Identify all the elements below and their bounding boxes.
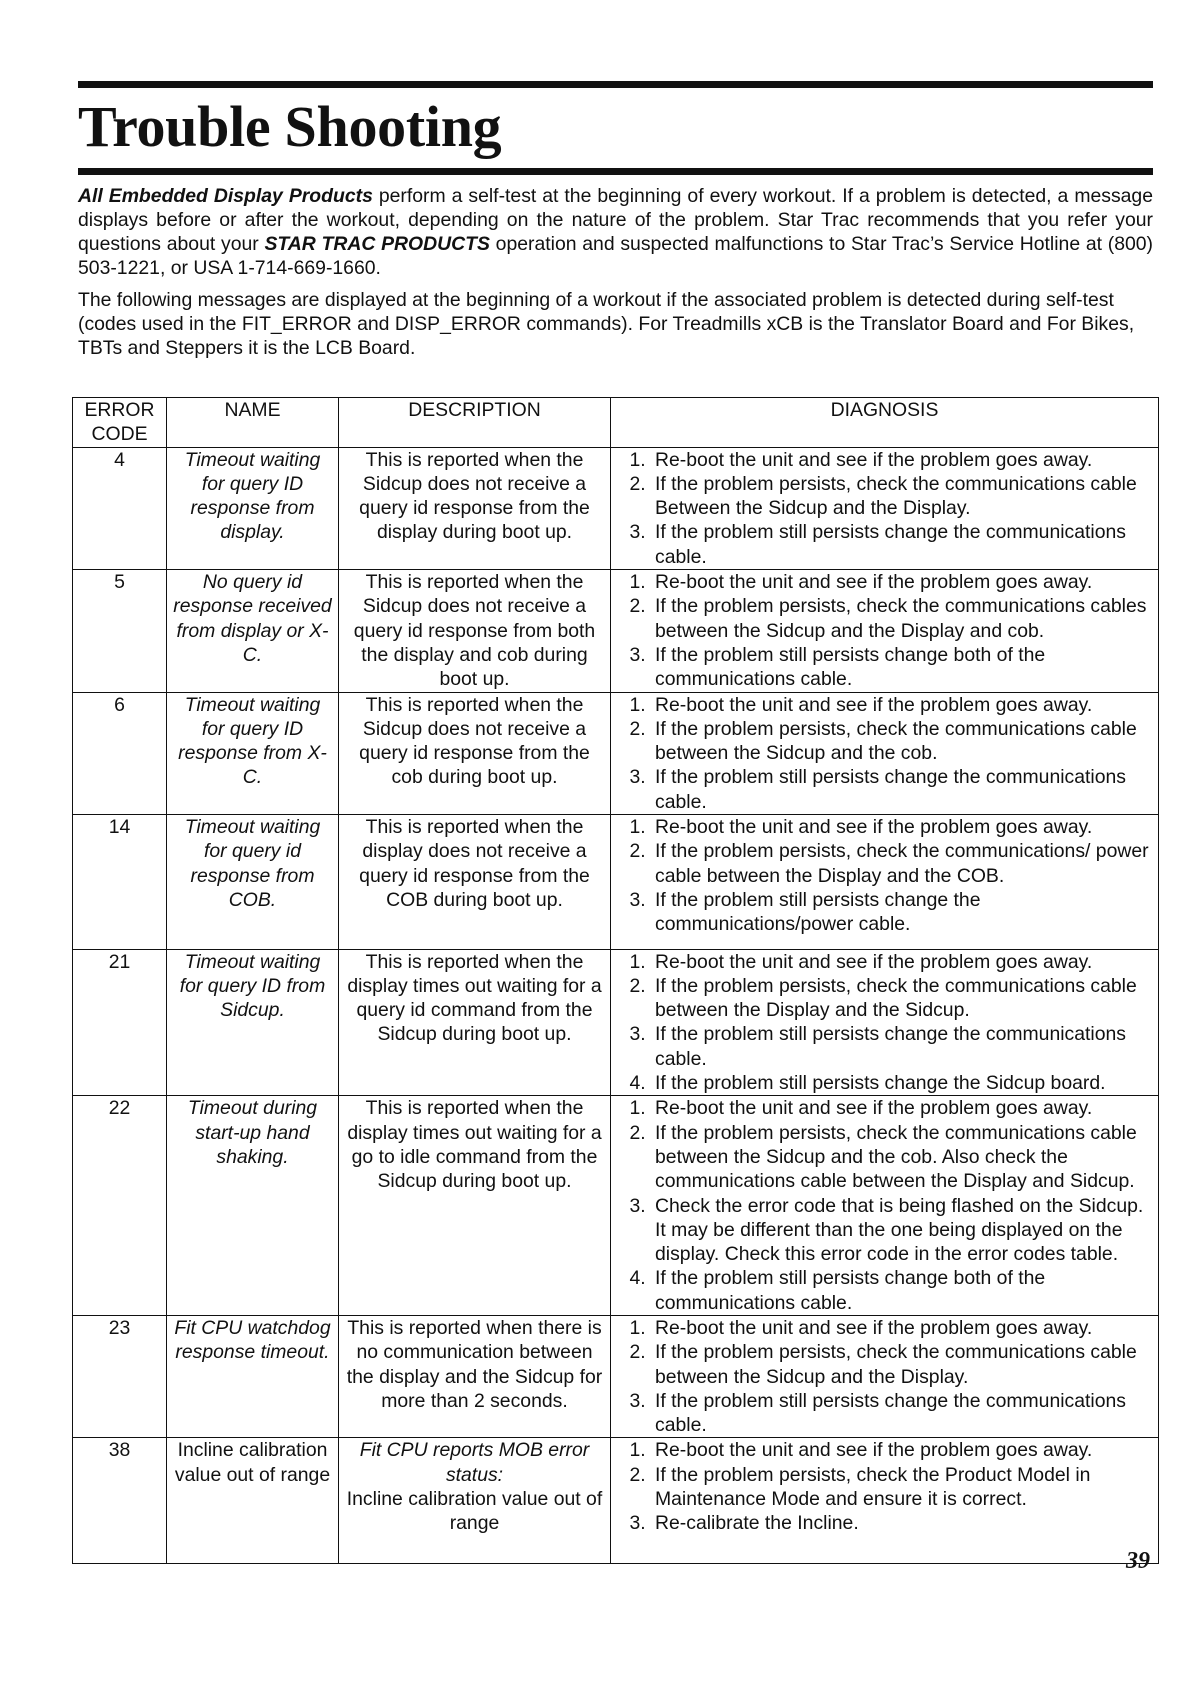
diagnosis-step: 1. Re-boot the unit and see if the problem goes away. — [651, 1316, 1154, 1340]
diagnosis-step: 1. Re-boot the unit and see if the problem goes away. — [651, 1438, 1154, 1462]
error-name: Timeout waiting for query id response from COB. — [167, 815, 339, 949]
page-number: 39 — [1126, 1548, 1150, 1574]
diagnosis-step: 2. If the problem persists, check the communications cable between the Sidcup and the cob. Also check the communications cable between the Display and Sidcup. — [651, 1121, 1154, 1194]
header-name: NAME — [167, 398, 339, 448]
diagnosis-list — [615, 693, 1154, 814]
error-code: 21 — [73, 949, 167, 1096]
diagnosis-step: 1. Re-boot the unit and see if the problem goes away. — [651, 815, 1154, 839]
diagnosis-step: 4. If the problem still persists change both of the communications cable. — [651, 1266, 1154, 1315]
error-diagnosis — [611, 1315, 1159, 1437]
page-title: Trouble Shooting — [78, 94, 502, 159]
description-status: Fit CPU reports MOB error status: — [359, 1439, 590, 1486]
error-diagnosis — [611, 815, 1159, 949]
diagnosis-step: 3. If the problem still persists change the communications cable. — [651, 520, 1154, 569]
diagnosis-step: 1. Re-boot the unit and see if the problem goes away. — [651, 570, 1154, 594]
table-header-row — [73, 398, 1159, 448]
diagnosis-step: 1. Re-boot the unit and see if the problem goes away. — [651, 1096, 1154, 1120]
error-name: Fit CPU watchdog response timeout. — [167, 1315, 339, 1437]
error-code: 5 — [73, 570, 167, 692]
intro-paragraph-1 — [78, 184, 1153, 280]
intro-brand: STAR TRAC PRODUCTS — [264, 233, 490, 255]
diagnosis-step: 2. If the problem persists, check the communications cable between the Sidcup and the Display. — [651, 1340, 1154, 1389]
diagnosis-step: 2. If the problem persists, check the communications cable Between the Sidcup and the Display. — [651, 472, 1154, 521]
intro-text-a: perform a self-test at the beginning of every workout. If a problem is detected, a message displays before or after the workout, depending on the nature of the problem. Star Trac recommends that you refer your questions about your — [78, 185, 1153, 255]
error-name: Timeout waiting for query ID from Sidcup. — [167, 949, 339, 1096]
table-row — [73, 570, 1159, 692]
error-description: This is reported when the display times out waiting for a go to idle command from the Sidcup during boot up. — [339, 1096, 611, 1316]
error-code: 6 — [73, 692, 167, 814]
diagnosis-list — [615, 448, 1154, 569]
error-diagnosis — [611, 692, 1159, 814]
error-name: Timeout during start-up hand shaking. — [167, 1096, 339, 1316]
top-rule — [78, 81, 1153, 88]
error-description: This is reported when the display times out waiting for a query id command from the Sidcup during boot up. — [339, 949, 611, 1096]
table-row — [73, 447, 1159, 569]
diagnosis-step: 3. If the problem still persists change the communications/power cable. — [651, 888, 1154, 937]
header-description: DESCRIPTION — [339, 398, 611, 448]
diagnosis-step: 2. If the problem persists, check the communications cable between the Display and the Sidcup. — [651, 974, 1154, 1023]
table-row — [73, 815, 1159, 949]
diagnosis-list — [615, 1438, 1154, 1535]
diagnosis-step: 2. If the problem persists, check the Product Model in Maintenance Mode and ensure it is correct. — [651, 1463, 1154, 1512]
intro-text-b: operation and suspected malfunctions to Star Trac’s Service Hotline at (800) 503-1221, or USA 1-714-669-1660. — [78, 233, 1154, 279]
diagnosis-step: 3. Re-calibrate the Incline. — [651, 1511, 1154, 1535]
diagnosis-list — [615, 1316, 1154, 1437]
error-name: Timeout waiting for query ID response from display. — [167, 447, 339, 569]
diagnosis-list — [615, 950, 1154, 1096]
error-code: 4 — [73, 447, 167, 569]
diagnosis-step: 2. If the problem persists, check the communications/ power cable between the Display and the COB. — [651, 839, 1154, 888]
diagnosis-step: 3. If the problem still persists change the communications cable. — [651, 765, 1154, 814]
error-description: This is reported when the display does not receive a query id response from the COB during boot up. — [339, 815, 611, 949]
diagnosis-step: 1. Re-boot the unit and see if the problem goes away. — [651, 448, 1154, 472]
header-diagnosis: DIAGNOSIS — [611, 398, 1159, 448]
diagnosis-step: 3. If the problem still persists change the communications cable. — [651, 1389, 1154, 1438]
error-diagnosis — [611, 1438, 1159, 1564]
diagnosis-step: 1. Re-boot the unit and see if the problem goes away. — [651, 950, 1154, 974]
error-code-table — [72, 397, 1159, 1564]
error-code: 23 — [73, 1315, 167, 1437]
diagnosis-step: 2. If the problem persists, check the communications cable between the Sidcup and the cob. — [651, 717, 1154, 766]
error-diagnosis — [611, 447, 1159, 569]
diagnosis-step: 3. If the problem still persists change both of the communications cable. — [651, 643, 1154, 692]
diagnosis-list — [615, 1096, 1154, 1315]
error-diagnosis — [611, 949, 1159, 1096]
error-name: No query id response received from display or X-C. — [167, 570, 339, 692]
table-row — [73, 949, 1159, 1096]
description-detail: Incline calibration value out of range — [346, 1488, 603, 1535]
intro-paragraph-2: The following messages are displayed at the beginning of a workout if the associated problem is detected during self-test (codes used in the FIT_ERROR and DISP_ERROR commands). For Treadmills xCB is the Translator Board and For Bikes, TBTs and Steppers it is the LCB Board. — [78, 289, 1135, 359]
error-diagnosis — [611, 570, 1159, 692]
error-code: 22 — [73, 1096, 167, 1316]
diagnosis-step: 2. If the problem persists, check the communications cables between the Sidcup and the Display and cob. — [651, 594, 1154, 643]
error-description: This is reported when the Sidcup does not receive a query id response from the cob during boot up. — [339, 692, 611, 814]
diagnosis-list — [615, 815, 1154, 936]
error-code: 14 — [73, 815, 167, 949]
table-row — [73, 1096, 1159, 1316]
error-description: This is reported when the Sidcup does not receive a query id response from the display during boot up. — [339, 447, 611, 569]
error-description — [339, 1438, 611, 1564]
error-description: This is reported when the Sidcup does not receive a query id response from both the display and cob during boot up. — [339, 570, 611, 692]
error-diagnosis — [611, 1096, 1159, 1316]
diagnosis-step: 4. If the problem still persists change the Sidcup board. — [651, 1071, 1154, 1095]
title-rule — [78, 168, 1153, 175]
diagnosis-step: 3. If the problem still persists change the communications cable. — [651, 1022, 1154, 1071]
header-error-code: ERROR CODE — [73, 398, 167, 448]
diagnosis-step: 1. Re-boot the unit and see if the problem goes away. — [651, 693, 1154, 717]
diagnosis-step: 3. Check the error code that is being flashed on the Sidcup. It may be different than the one being displayed on the display. Check this error code in the error codes table. — [651, 1194, 1154, 1267]
intro-text — [78, 184, 1153, 368]
diagnosis-list — [615, 570, 1154, 691]
error-code: 38 — [73, 1438, 167, 1564]
table-row — [73, 1315, 1159, 1437]
table-row — [73, 1438, 1159, 1564]
table-row — [73, 692, 1159, 814]
error-description: This is reported when there is no communication between the display and the Sidcup for more than 2 seconds. — [339, 1315, 611, 1437]
intro-lead: All Embedded Display Products — [78, 185, 373, 207]
error-name: Timeout waiting for query ID response from X-C. — [167, 692, 339, 814]
error-name: Incline calibration value out of range — [167, 1438, 339, 1564]
